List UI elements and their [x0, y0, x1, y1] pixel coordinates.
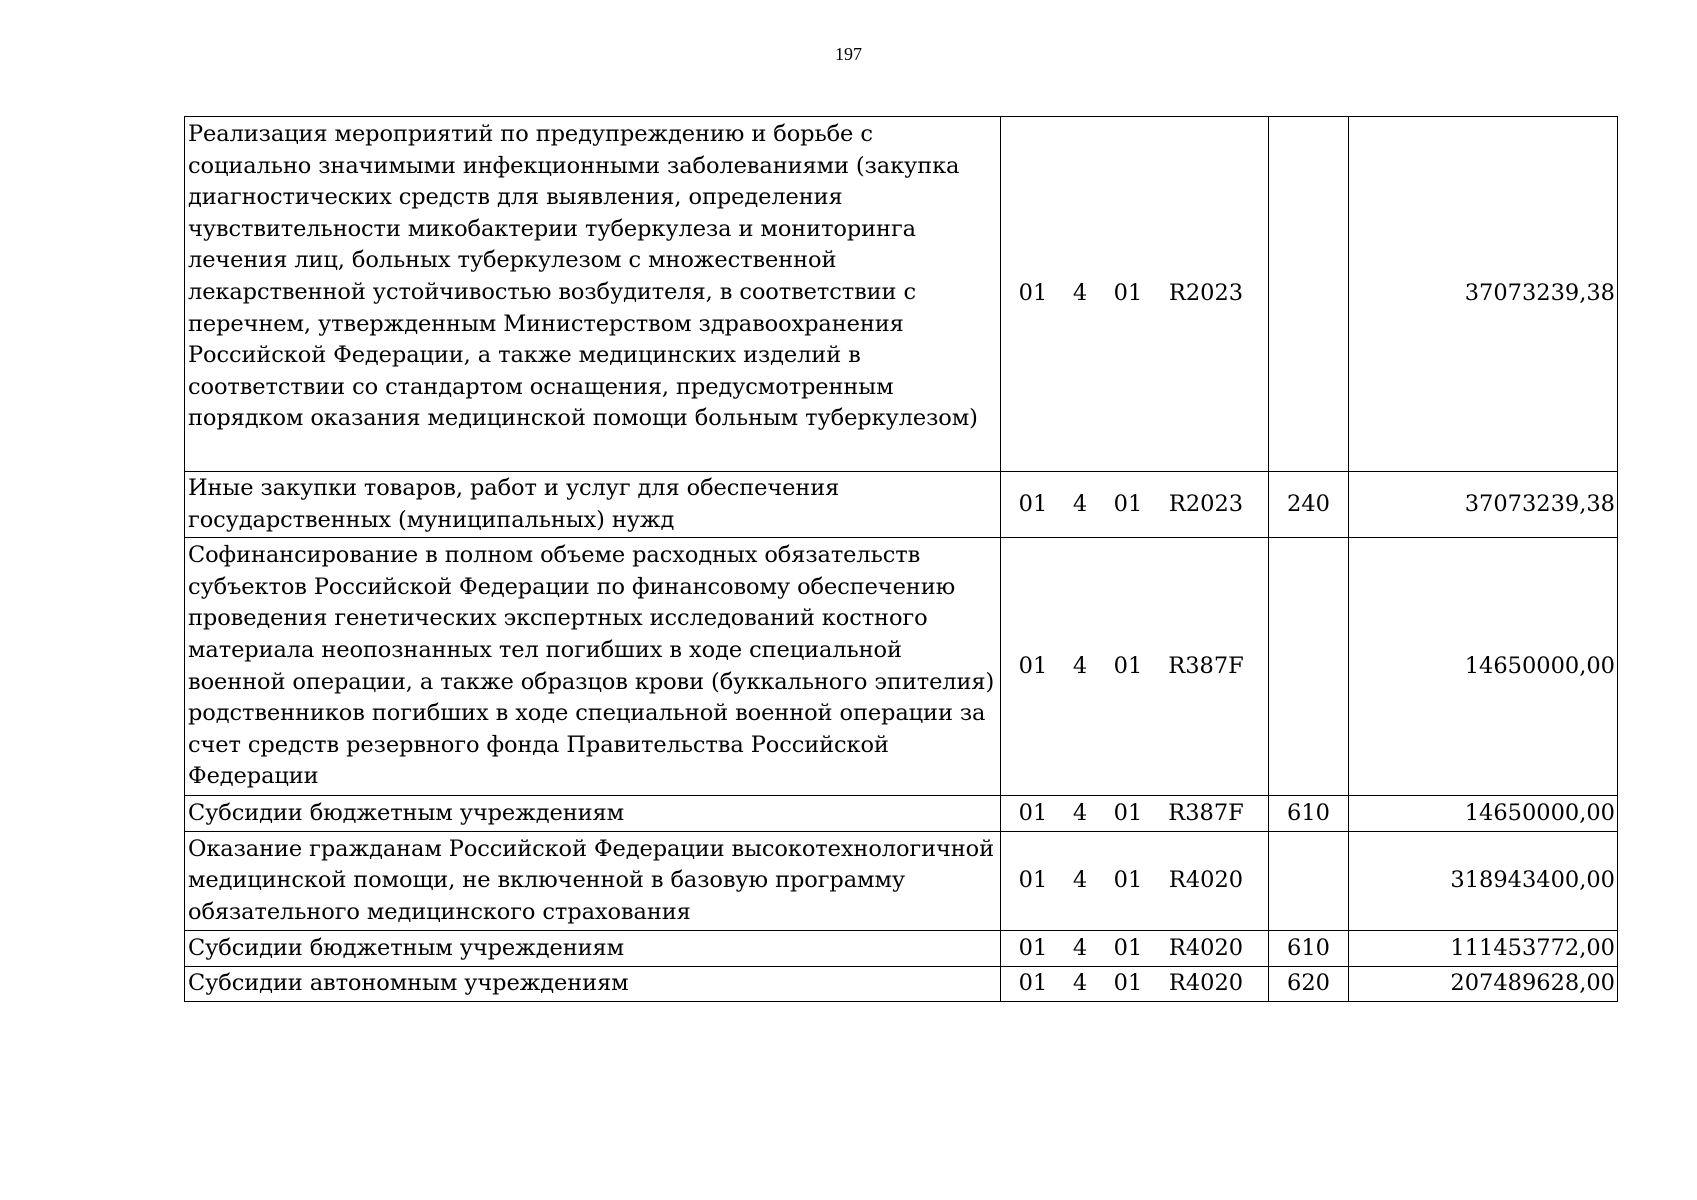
- row-codes: [1001, 796, 1269, 832]
- program-code: 01: [1018, 934, 1048, 961]
- row-amount: 37073239,38: [1349, 472, 1618, 538]
- program-code: 01: [1018, 799, 1048, 826]
- row-amount: 111453772,00: [1349, 931, 1618, 967]
- subprogram-code: 4: [1072, 934, 1088, 961]
- table-row: [185, 538, 1618, 796]
- row-description: Реализация мероприятий по предупреждению и борьбе с социально значимыми инфекционными заболеваниями (закупка диагностических средств для выявления, определения чувствительности микобактерии туберкулеза и мониторинга лечения лиц, больных туберкулезом с множественной лекарственной устойчивостью возбудителя, в соответствии с перечнем, утвержденным Министерством здравоохранения Российской Федерации, а также медицинских изделий в соответствии со стандартом оснащения, предусмотренным порядком оказания медицинской помощи больным туберкулезом): [185, 117, 1001, 472]
- expense-type-code: [1269, 832, 1349, 931]
- expense-code: R387F: [1168, 799, 1244, 826]
- table-row: [185, 832, 1618, 931]
- program-code: 01: [1018, 280, 1048, 307]
- page-number: 197: [835, 44, 862, 64]
- table-row: [185, 931, 1618, 967]
- expense-code: R2023: [1168, 280, 1244, 307]
- expense-type-code: 240: [1269, 472, 1349, 538]
- direction-code: 01: [1113, 934, 1143, 961]
- row-amount: 207489628,00: [1349, 967, 1618, 1002]
- row-amount: 318943400,00: [1349, 832, 1618, 931]
- expense-code: R4020: [1168, 867, 1244, 894]
- row-codes: [1001, 538, 1269, 796]
- row-description: Субсидии автономным учреждениям: [185, 967, 1001, 1002]
- expense-type-code: 610: [1269, 931, 1349, 967]
- row-amount: 14650000,00: [1349, 796, 1618, 832]
- program-code: 01: [1018, 490, 1048, 517]
- row-codes: [1001, 931, 1269, 967]
- expense-type-code: 620: [1269, 967, 1349, 1002]
- direction-code: 01: [1113, 490, 1143, 517]
- row-amount: 37073239,38: [1349, 117, 1618, 472]
- direction-code: 01: [1113, 970, 1143, 997]
- expense-type-code: [1269, 117, 1349, 472]
- subprogram-code: 4: [1072, 280, 1088, 307]
- subprogram-code: 4: [1072, 490, 1088, 517]
- direction-code: 01: [1113, 799, 1143, 826]
- expense-code: R4020: [1168, 934, 1244, 961]
- row-codes: [1001, 117, 1269, 472]
- expense-code: R2023: [1168, 490, 1244, 517]
- table-row: [185, 967, 1618, 1002]
- expense-type-code: [1269, 538, 1349, 796]
- subprogram-code: 4: [1072, 652, 1088, 679]
- budget-table: [184, 116, 1618, 1002]
- subprogram-code: 4: [1072, 799, 1088, 826]
- subprogram-code: 4: [1072, 970, 1088, 997]
- program-code: 01: [1018, 867, 1048, 894]
- expense-type-code: 610: [1269, 796, 1349, 832]
- row-description: Иные закупки товаров, работ и услуг для обеспечения государственных (муниципальных) нужд: [185, 472, 1001, 538]
- row-description: Субсидии бюджетным учреждениям: [185, 796, 1001, 832]
- table-row: [185, 117, 1618, 472]
- program-code: 01: [1018, 652, 1048, 679]
- direction-code: 01: [1113, 867, 1143, 894]
- subprogram-code: 4: [1072, 867, 1088, 894]
- direction-code: 01: [1113, 652, 1143, 679]
- row-amount: 14650000,00: [1349, 538, 1618, 796]
- row-codes: [1001, 832, 1269, 931]
- table-row: [185, 472, 1618, 538]
- row-codes: [1001, 967, 1269, 1002]
- row-description: Субсидии бюджетным учреждениям: [185, 931, 1001, 967]
- program-code: 01: [1018, 970, 1048, 997]
- row-codes: [1001, 472, 1269, 538]
- table-row: [185, 796, 1618, 832]
- row-description: Оказание гражданам Российской Федерации высокотехнологичной медицинской помощи, не включенной в базовую программу обязательного медицинского страхования: [185, 832, 1001, 931]
- direction-code: 01: [1113, 280, 1143, 307]
- row-description: Софинансирование в полном объеме расходных обязательств субъектов Российской Федерации по финансовому обеспечению проведения генетических экспертных исследований костного материала неопознанных тел погибших в ходе специальной военной операции, а также образцов крови (буккального эпителия) родственников погибших в ходе специальной военной операции за счет средств резервного фонда Правительства Российской Федерации: [185, 538, 1001, 796]
- expense-code: R4020: [1168, 970, 1244, 997]
- expense-code: R387F: [1168, 652, 1244, 679]
